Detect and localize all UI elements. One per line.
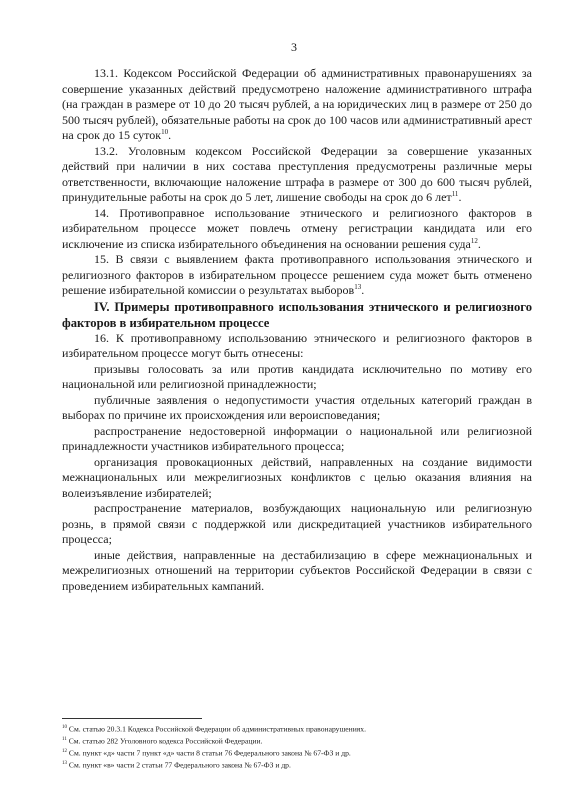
footnote-number: 11 <box>62 736 67 742</box>
page-number: 3 <box>291 40 297 54</box>
footnote-text: См. статью 20.3.1 Кодекса Российской Федерации об административных правонарушениях. <box>68 724 366 734</box>
footnote-divider <box>62 718 202 719</box>
paragraph-13-1: 13.1. Кодексом Российской Федерации об административных правонарушениях за совершение указанных действий предусмотрено наложение административного штрафа (на граждан в размере от 10 до 20 тысяч рублей, а на юридических лиц в размере от 250 до 500 тысяч рублей), обязательные работы на срок до 100 часов или административный арест на срок до 15 суток$^{10}$. <box>62 66 532 142</box>
footnote-number: 12 <box>62 748 67 754</box>
footnote-12 <box>62 747 532 759</box>
list-item: распространение недостоверной информации о национальной или религиозной принадлежности участников избирательного процесса; <box>62 423 532 453</box>
paragraph-13-2: 13.2. Уголовным кодексом Российской Федерации за совершение указанных действий при наличии в них состава преступления предусмотрены различные меры ответственности, включающие наложение штрафа в размере от 300 до 600 тысяч рублей, принудительные работы на срок до 5 лет, лишение свободы на срок до 6 лет$^{11}$. <box>62 143 532 204</box>
paragraph-text: 15. В связи с выявлением факта противоправного использования этнического и религиозного факторов в избирательном процессе решением суда может быть отменено решение избирательной комиссии о результатах выборов <box>62 252 532 297</box>
footnote-ref: 10 <box>161 128 169 136</box>
footnote-text: См. статью 282 Уголовного кодекса Российской Федерации. <box>68 736 263 746</box>
paragraph-16: 16. К противоправному использованию этнического и религиозного факторов в избирательном процессе могут быть отнесены: <box>62 330 532 360</box>
footnotes <box>62 718 532 771</box>
list-item: распространение материалов, возбуждающих национальную или религиозную рознь, в прямой связи с поддержкой или дискредитацией участников избирательного процесса; <box>62 501 532 546</box>
footnote-text: См. пункт «в» части 2 статьи 77 Федерального закона № 67-ФЗ и др. <box>68 760 291 770</box>
list-item: организация провокационных действий, направленных на создание видимости межнациональных или межрелигиозных конфликтов с целью оказания влияния на волеизъявление избирателей; <box>62 454 532 500</box>
paragraph-15: 15. В связи с выявлением факта противоправного использования этнического и религиозного факторов в избирательном процессе решением суда может быть отменено решение избирательной комиссии о результатах выборов$^{13}$. <box>62 252 532 297</box>
paragraph-14: 14. Противоправное использование этнического и религиозного факторов в избирательном процессе может повлечь отмену регистрации кандидата или его исключение из списка избирательного объединения на основании решения суда$^{12}$. <box>62 205 532 251</box>
paragraph-text: 13.1. Кодексом Российской Федерации об административных правонарушениях за совершение указанных действий предусмотрено наложение административного штрафа (на граждан в размере от 10 до 20 тысяч рублей, а на юридических лиц в размере от 250 до 500 тысяч рублей), обязательные работы на срок до 100 часов или административный арест на срок до 15 суток <box>62 66 532 142</box>
section-heading: IV. Примеры противоправного использования этнического и религиозного факторов в избирательном процессе <box>62 299 532 330</box>
footnote-number: 13 <box>62 760 67 766</box>
footnote-ref: 13 <box>354 283 362 291</box>
list-item: призывы голосовать за или против кандидата исключительно по мотиву его национальной или религиозной принадлежности; <box>62 361 532 391</box>
list-item: иные действия, направленные на дестабилизацию в сфере межнациональных и межрелигиозных отношений на территории субъектов Российской Федерации в связи с проведением избирательных кампаний. <box>62 547 532 593</box>
footnote-10 <box>62 723 532 735</box>
footnote-ref: 11 <box>451 190 459 198</box>
paragraph-text: 14. Противоправное использование этнического и религиозного факторов в избирательном процессе может повлечь отмену регистрации кандидата или его исключение из списка избирательного объединения на основании решения суда <box>62 205 532 251</box>
footnote-text: См. пункт «д» части 7 пункт «д» части 8 статьи 76 Федерального закона № 67-ФЗ и др. <box>68 748 351 758</box>
paragraph-text: 13.2. Уголовным кодексом Российской Федерации за совершение указанных действий при наличии в них состава преступления предусмотрены различные меры ответственности, включающие наложение штрафа в размере от 300 до 600 тысяч рублей, принудительные работы на срок до 5 лет, лишение свободы на срок до 6 лет <box>62 143 532 204</box>
footnote-11 <box>62 735 532 747</box>
footnote-13 <box>62 759 532 771</box>
list-item: публичные заявления о недопустимости участия отдельных категорий граждан в выборах по причине их происхождения или вероисповедания; <box>62 392 532 422</box>
document-body <box>62 66 532 594</box>
footnote-number: 10 <box>62 725 67 730</box>
footnote-ref: 12 <box>470 236 478 245</box>
